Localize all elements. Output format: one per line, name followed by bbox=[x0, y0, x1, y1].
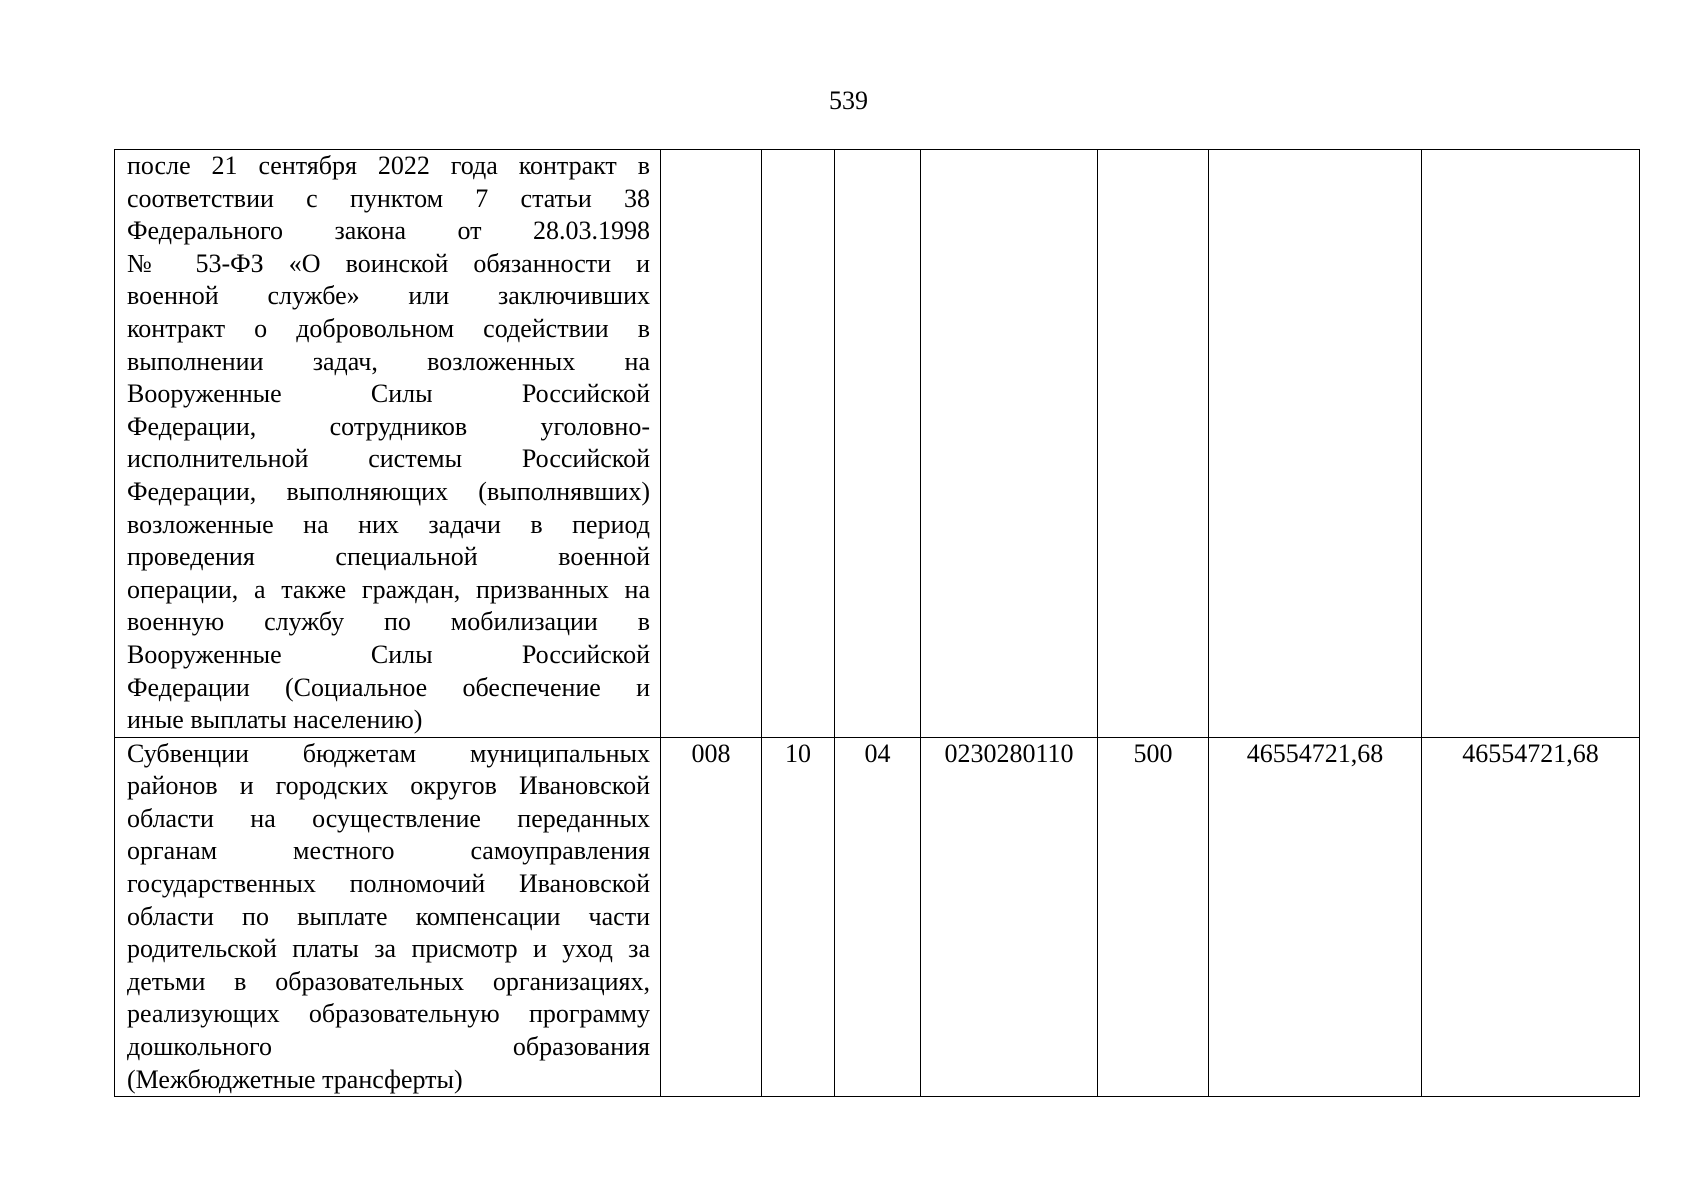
cell-subsection-code bbox=[835, 150, 921, 738]
cell-target-code: 0230280110 bbox=[921, 737, 1098, 1097]
cell-amount-2: 46554721,68 bbox=[1422, 737, 1640, 1097]
cell-section-code bbox=[762, 150, 835, 738]
cell-expense-type: 500 bbox=[1098, 737, 1209, 1097]
table-row bbox=[115, 737, 1640, 1097]
row-description: Субвенции бюджетам муниципальных районов и городских округов Ивановской области на осуществление переданных органам местного самоуправления государственных полномочий Ивановской области по выплате компенсации части родительской платы за присмотр и уход за детьми в образовательных организациях, реализующих образовательную программу дошкольного образования (Межбюджетные трансферты) bbox=[115, 737, 661, 1097]
budget-table bbox=[114, 149, 1640, 1097]
page-number: 539 bbox=[829, 86, 868, 115]
row-description: после 21 сентября 2022 года контракт в соответствии с пунктом 7 статьи 38 Федерального закона от 28.03.1998 № 53-ФЗ «О воинской обязанности и военной службе» или заключивших контракт о добровольном содействии в выполнении задач, возложенных на Вооруженные Силы Российской Федерации, сотрудников уголовно- исполнительной системы Российской Федерации, выполняющих (выполнявших) возложенные на них задачи в период проведения специальной военной операции, а также граждан, призванных на военную службу по мобилизации в Вооруженные Силы Российской Федерации (Социальное обеспечение и иные выплаты населению) bbox=[115, 150, 661, 738]
cell-subsection-code: 04 bbox=[835, 737, 921, 1097]
table-row bbox=[115, 150, 1640, 738]
cell-amount-1 bbox=[1209, 150, 1422, 738]
cell-amount-2 bbox=[1422, 150, 1640, 738]
cell-amount-1: 46554721,68 bbox=[1209, 737, 1422, 1097]
cell-ministry-code: 008 bbox=[661, 737, 762, 1097]
cell-target-code bbox=[921, 150, 1098, 738]
cell-expense-type bbox=[1098, 150, 1209, 738]
cell-section-code: 10 bbox=[762, 737, 835, 1097]
cell-ministry-code bbox=[661, 150, 762, 738]
